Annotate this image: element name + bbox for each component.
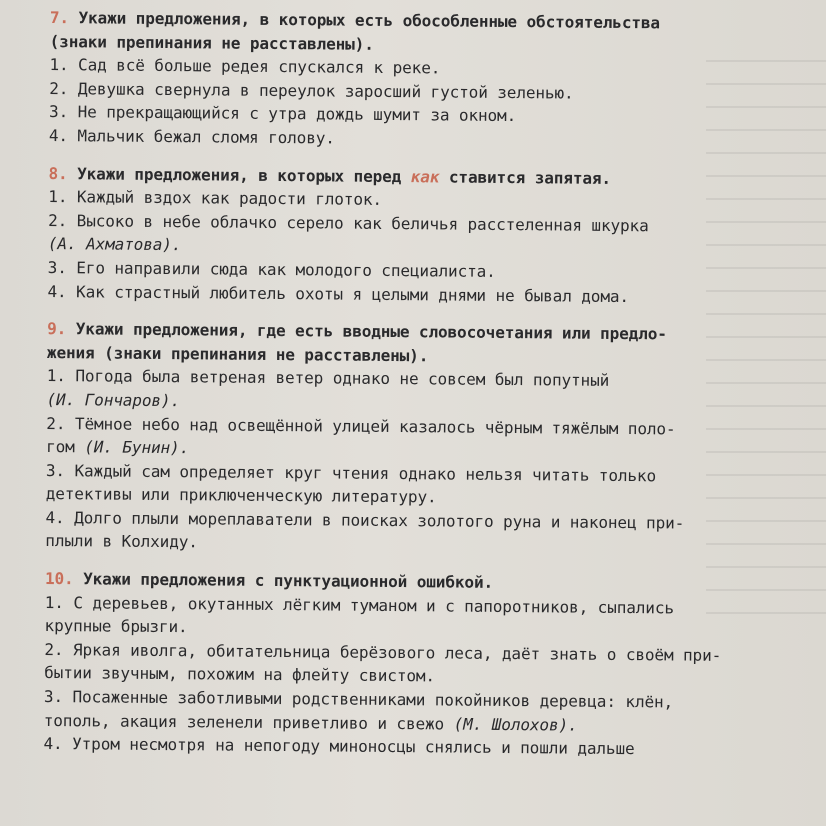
task-number: 10. [44, 569, 74, 589]
author-citation: (М. Шолохов). [453, 714, 578, 735]
task-item: 1. Каждый вздох как радости глоток. [48, 187, 383, 210]
task-heading-text: Укажи предложения, где есть вводные словосочетания или предло- [75, 319, 667, 344]
task-8 [47, 162, 818, 310]
task-heading-text: Укажи предложения, в которых перед [77, 163, 411, 186]
task-number: 7. [49, 7, 70, 28]
task-item: 4. Как страстный любитель охоты я целыми днями не бывал дома. [47, 281, 630, 306]
author-citation: (А. Ахматова). [47, 234, 182, 255]
task-heading-text: Укажи предложения с пунктуационной ошибкой. [83, 569, 494, 592]
task-item-text: тополь, акация зеленели приветливо и свежо [43, 710, 454, 734]
task-item: плыли в Колхиду. [45, 531, 198, 552]
task-7 [49, 6, 820, 154]
task-item: 3. Каждый сам определяет круг чтения однако нельзя читать только [45, 460, 657, 485]
task-number: 8. [48, 163, 68, 183]
task-item: 2. Тёмное небо над освещённой улицей казалось чёрным тяжёлым поло- [46, 413, 676, 438]
task-item: 2. Высоко в небе облачко серело как беличья расстеленная шкурка [48, 210, 649, 235]
author-citation: (И. Бунин). [84, 437, 190, 458]
task-item: крупные брызги. [44, 616, 188, 637]
task-heading-text: Укажи предложения, в которых есть обособленные обстоятельства [78, 8, 661, 33]
task-item-text: гом [46, 437, 85, 457]
task-item: 2. Яркая иволга, обитательница берёзового леса, даёт знать о своём при- [44, 639, 722, 665]
task-item: бытии звучным, похожим на флейту свистом. [44, 663, 436, 686]
task-item: 2. Девушка свернула в переулок заросший густой зеленью. [49, 78, 574, 103]
task-10 [43, 567, 815, 762]
task-item: 3. Не прекращающийся с утра дождь шумит за окном. [48, 102, 517, 126]
task-item: 4. Долго плыли мореплаватели в поисках золотого руна и наконец при- [45, 507, 685, 533]
task-item: 1. Сад всё больше редея спускался к реке. [49, 55, 441, 78]
task-item: 3. Его направили сюда как молодого специалиста. [47, 257, 496, 281]
task-heading-line: (знаки препинания не расставлены). [49, 31, 374, 54]
task-9 [45, 317, 817, 560]
task-item: 4. Утром несмотря на непогоду миноносцы снялись и пошли дальше [43, 734, 635, 759]
task-heading-line: жения (знаки препинания не расставлены). [46, 342, 429, 366]
task-item: детективы или приключенческую литературу. [45, 484, 437, 507]
task-heading-text: ставится запятая. [439, 166, 612, 188]
task-item: 1. С деревьев, окутанных лёгким туманом и с папоротников, сыпались [44, 592, 675, 618]
task-number: 9. [47, 319, 67, 339]
page-content [43, 6, 820, 777]
task-item: 4. Мальчик бежал сломя голову. [48, 125, 335, 148]
author-citation: (И. Гончаров). [46, 389, 181, 411]
highlighted-word: как [410, 166, 440, 186]
task-item: 1. Погода была ветреная ветер однако не совсем был попутный [46, 366, 610, 391]
task-item: 3. Посаженные заботливыми родственниками покойников деревца: клён, [43, 687, 674, 712]
